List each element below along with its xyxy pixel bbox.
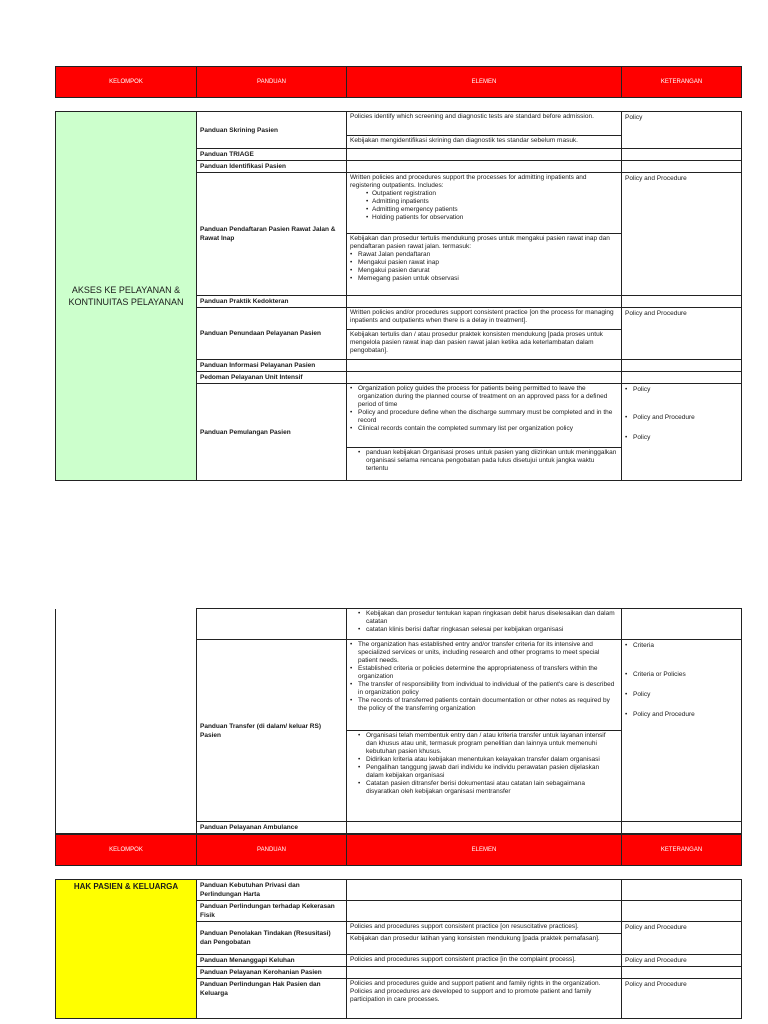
header-keterangan: KETERANGAN xyxy=(622,67,742,98)
list-item: • Organisasi telah membentuk entry dan / atau kriteria transfer untuk layanan intensif dan khusus atau unit, termasuk program penelitian dan lainnya untuk memenuhi kebutuhan pasien khusus. xyxy=(358,732,618,756)
elemen-ambulance xyxy=(347,822,622,834)
elemen-penolakan-en: Policies and procedures support consistent practice [on resuscitative practices]. xyxy=(347,922,622,934)
list-item: • Policy and Procedure xyxy=(625,710,738,719)
ket-kekerasan xyxy=(622,901,742,922)
list-item: • Outpatient registration xyxy=(350,190,618,198)
elemen-identifikasi xyxy=(347,161,622,173)
elemen-pemulangan-en xyxy=(347,384,622,448)
elemen-transfer-id-list xyxy=(350,732,618,796)
list-item: • Policy xyxy=(625,433,738,442)
panduan-hak-pasien: Panduan Perlindungan Hak Pasien dan Keluarga xyxy=(197,979,347,1019)
panduan-kekerasan: Panduan Perlindungan terhadap Kekerasan Fisik xyxy=(197,901,347,922)
ket-pendaftaran: Policy and Procedure xyxy=(622,173,742,296)
panduan-privasi: Panduan Kebutuhan Privasi dan Perlindungan Harta xyxy=(197,880,347,901)
list-item: • Organization policy guides the process for patients being permitted to leave the organization during the planned course of treatment on an approved pass for a defined period of time xyxy=(350,385,618,409)
list-item: • Policy xyxy=(625,690,738,699)
ket-transfer-list xyxy=(625,641,738,719)
list-item: • Policy and procedure define when the discharge summary must be completed and in the record xyxy=(350,409,618,425)
ket-pemulangan xyxy=(622,384,742,481)
panduan-praktik: Panduan Praktik Kedokteran xyxy=(197,296,347,308)
elemen-penundaan-id: Kebijakan tertulis dan / atau prosedur praktek konsisten mendukung [pada proses untuk mengelola pasien rawat inap dan pasien rawat jalan ketika ada keterlambatan dalam pengobatan]. xyxy=(347,330,622,360)
list-item: • Policy xyxy=(625,385,738,394)
elemen-pendaftaran-id xyxy=(347,234,622,296)
elemen-transfer-en xyxy=(347,640,622,731)
list-item: • Admitting emergency patients xyxy=(350,206,618,214)
ket-triage xyxy=(622,149,742,161)
elemen-triage xyxy=(347,149,622,161)
list-item: • Memegang pasien untuk observasi xyxy=(350,275,618,283)
ket-penundaan: Policy and Procedure xyxy=(622,308,742,360)
table-header-2 xyxy=(55,834,742,866)
panduan-intensif: Pedoman Pelayanan Unit Intensif xyxy=(197,372,347,384)
elemen-kerohanian xyxy=(347,967,622,979)
header-keterangan: KETERANGAN xyxy=(622,835,742,866)
elemen-privasi xyxy=(347,880,622,901)
elemen-penundaan-en: Written policies and/or procedures support consistent practice [on the process for managing inpatients and outpatients when there is a delay in treatment]. xyxy=(347,308,622,330)
elemen-hak-pasien-2: Policies and procedures are developed to support and to promote patient and family participation in care processes. xyxy=(350,988,592,1003)
elemen-pemulangan-id xyxy=(347,448,622,481)
panduan-identifikasi: Panduan Identifikasi Pasien xyxy=(197,161,347,173)
elemen-skrining-id: Kebijakan mengidentifikasi skrining dan diagnostik tes standar sebelum masuk. xyxy=(347,136,622,149)
panduan-transfer: Panduan Transfer (di dalam/ keluar RS) Pasien xyxy=(197,640,347,822)
panduan-skrining: Panduan Skrining Pasien xyxy=(197,112,347,149)
ket-privasi xyxy=(622,880,742,901)
list-item: • Mengakui pasien rawat inap xyxy=(350,259,618,267)
elemen-pemulangan-id-list xyxy=(350,449,618,473)
elemen-kekerasan xyxy=(347,901,622,922)
elemen-pendaftaran-id-list xyxy=(350,251,618,283)
panduan-triage: Panduan TRIAGE xyxy=(197,149,347,161)
list-item: • The organization has established entry and/or transfer criteria for its intensive and specialized services or units, including research and other programs to meet special patient needs. xyxy=(350,641,618,665)
ket-transfer xyxy=(622,640,742,822)
ket-penolakan: Policy and Procedure xyxy=(622,922,742,955)
table-header-1 xyxy=(55,66,742,98)
elemen-keluhan: Policies and procedures support consistent practice [in the complaint process]. xyxy=(347,955,622,967)
ket-kerohanian xyxy=(622,967,742,979)
header-elemen: ELEMEN xyxy=(347,67,622,98)
list-item: • Clinical records contain the completed summary list per organization policy xyxy=(350,425,618,433)
elemen-pendaftaran-en xyxy=(347,173,622,234)
list-item: • Mengakui pasien darurat xyxy=(350,267,618,275)
elemen-pendaftaran-en-list xyxy=(350,190,618,222)
ket-informasi xyxy=(622,360,742,372)
header-panduan: PANDUAN xyxy=(197,67,347,98)
panduan-pemulangan-continued xyxy=(197,609,347,640)
ket-hak-pasien: Policy and Procedure xyxy=(622,979,742,1019)
ket-intensif xyxy=(622,372,742,384)
elemen-pemulangan-en-list xyxy=(350,385,618,433)
elemen-hak-pasien-1: Policies and procedures guide and support patient and family rights in the organization. xyxy=(350,980,601,987)
elemen-pendaftaran-id-text: Kebijakan dan prosedur tertulis mendukung proses untuk mengakui pasien rawat inap dan pendaftaran pasien rawat jalan. termasuk: xyxy=(350,235,610,250)
group-hak-pasien: HAK PASIEN & KELUARGA xyxy=(56,880,197,1019)
header-kelompok: KELOMPOK xyxy=(56,67,197,98)
elemen-pemulangan-continued-list xyxy=(350,610,618,634)
list-item: • Didirikan kriteria atau kebijakan menentukan kelayakan transfer dalam organisasi xyxy=(358,756,618,764)
panduan-penundaan: Panduan Penundaan Pelayanan Pasien xyxy=(197,308,347,360)
section-hak-pasien-table xyxy=(55,879,742,1019)
list-item: • Established criteria or policies determine the appropriateness of transfers within the organization xyxy=(350,665,618,681)
elemen-praktik xyxy=(347,296,622,308)
elemen-penolakan-id: Kebijakan dan prosedur latihan yang konsisten mendukung [pada praktek pernafasan]. xyxy=(347,934,622,955)
panduan-pemulangan: Panduan Pemulangan Pasien xyxy=(197,384,347,481)
elemen-pendaftaran-en-text: Written policies and procedures support the processes for admitting inpatients and registering outpatients. Includes: xyxy=(350,174,587,189)
elemen-hak-pasien xyxy=(347,979,622,1019)
panduan-kerohanian: Panduan Pelayanan Kerohanian Pasien xyxy=(197,967,347,979)
list-item: • panduan kebijakan Organisasi proses untuk pasien yang diizinkan untuk meninggalkan organisasi selama rencana pengobatan pada lulus disetujui untuk jangka waktu tertentu xyxy=(358,449,618,473)
elemen-transfer-en-list xyxy=(350,641,618,713)
ket-praktik xyxy=(622,296,742,308)
list-item: • Catatan pasien ditransfer berisi dokumentasi atau catatan lain sebagaimana disyaratkan oleh kebijakan organisasi mentransfer xyxy=(358,780,618,796)
elemen-skrining-en: Policies identify which screening and diagnostic tests are standard before admission. xyxy=(347,112,622,136)
list-item: • The transfer of responsibility from individual to individual of the patient's care is described in organization policy xyxy=(350,681,618,697)
ket-pemulangan-list xyxy=(625,385,738,442)
section-akses-table xyxy=(55,111,742,481)
panduan-pendaftaran: Panduan Pendaftaran Pasien Rawat Jalan & Rawat Inap xyxy=(197,173,347,296)
list-item: • The records of transferred patients contain documentation or other notes as required by the policy of the transferring organization xyxy=(350,697,618,713)
list-item: • Rawat Jalan pendaftaran xyxy=(350,251,618,259)
header-kelompok: KELOMPOK xyxy=(56,835,197,866)
ket-keluhan: Policy and Procedure xyxy=(622,955,742,967)
group-akses: AKSES KE PELAYANAN & KONTINUITAS PELAYANAN xyxy=(56,112,197,481)
ket-skrining: Policy xyxy=(622,112,742,149)
header-elemen: ELEMEN xyxy=(347,835,622,866)
header-panduan: PANDUAN xyxy=(197,835,347,866)
list-item: • Kebijakan dan prosedur tentukan kapan ringkasan debit harus diselesaikan dan dalam catatan xyxy=(358,610,618,626)
section-transfer-table xyxy=(55,608,742,834)
ket-pemulangan-continued xyxy=(622,609,742,640)
panduan-informasi: Panduan Informasi Pelayanan Pasien xyxy=(197,360,347,372)
list-item: • Criteria xyxy=(625,641,738,650)
elemen-informasi xyxy=(347,360,622,372)
list-item: • Policy and Procedure xyxy=(625,413,738,422)
elemen-intensif xyxy=(347,372,622,384)
list-item: • Admitting inpatients xyxy=(350,198,618,206)
list-item: • Holding patients for observation xyxy=(350,214,618,222)
ket-identifikasi xyxy=(622,161,742,173)
elemen-pemulangan-continued xyxy=(347,609,622,640)
list-item: • Pengalihan tanggung jawab dari individu ke individu perawatan pasien dijelaskan dalam kebijakan organisasi xyxy=(358,764,618,780)
ket-ambulance xyxy=(622,822,742,834)
list-item: • Criteria or Policies xyxy=(625,670,738,679)
panduan-ambulance: Panduan Pelayanan Ambulance xyxy=(197,822,347,834)
panduan-keluhan: Panduan Menanggapi Keluhan xyxy=(197,955,347,967)
panduan-penolakan: Panduan Penolakan Tindakan (Resusitasi) dan Pengobatan xyxy=(197,922,347,955)
elemen-transfer-id xyxy=(347,731,622,822)
group-akses-continued xyxy=(56,609,197,834)
list-item: • catatan klinis berisi daftar ringkasan selesai per kebijakan organisasi xyxy=(358,626,618,634)
